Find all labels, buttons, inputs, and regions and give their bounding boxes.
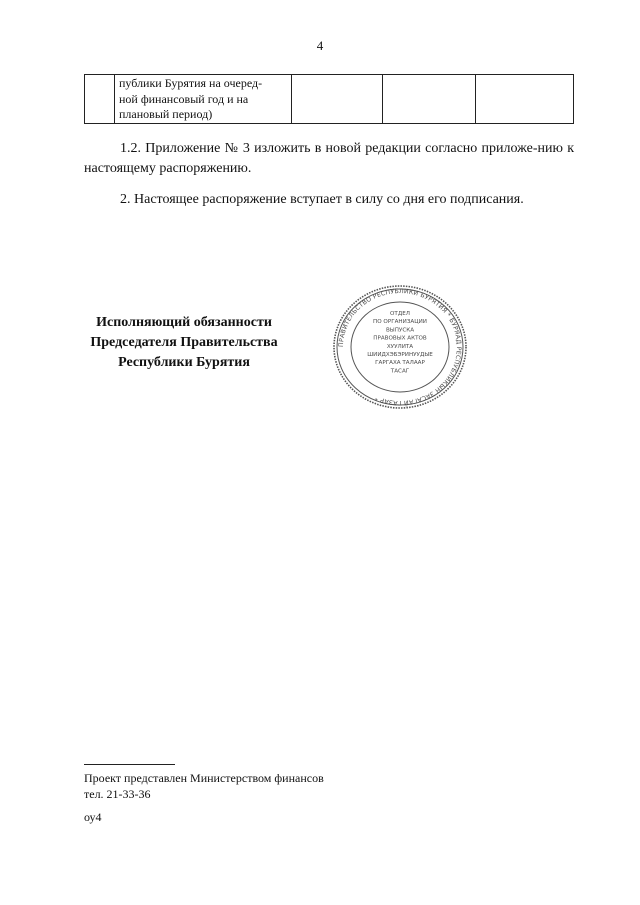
seal-center-line: ОТДЕЛ bbox=[390, 311, 410, 317]
seal-center-line: ГАРГАХА ТАЛААР bbox=[375, 360, 425, 367]
continuation-table bbox=[84, 74, 574, 124]
table-row bbox=[85, 75, 574, 124]
table-cell-line: плановый период) bbox=[119, 107, 213, 121]
table-cell-line: ной финансовый год и на bbox=[119, 92, 249, 106]
signatory-title-line: Председателя Правительства bbox=[90, 335, 278, 350]
paragraph-1-2: 1.2. Приложение № 3 изложить в новой редакции согласно приложе-нию к настоящему распоряжению. bbox=[84, 141, 574, 176]
seal-center-line: ТАСАГ bbox=[390, 368, 410, 375]
paragraph-2: 2. Настоящее распоряжение вступает в силу со дня его подписания. bbox=[120, 192, 524, 207]
seal-center-line: ХУУЛИТА bbox=[386, 343, 414, 350]
table-cell-empty bbox=[383, 75, 476, 124]
page-number: 4 bbox=[316, 38, 324, 53]
table-cell-number bbox=[85, 75, 115, 124]
footer-project-note: Проект представлен Министерством финансов bbox=[84, 771, 324, 785]
seal-center-text bbox=[367, 311, 433, 374]
table-cell-line: публики Бурятия на очеред- bbox=[119, 76, 263, 90]
seal-center-line: ПРАВОВЫХ АКТОВ bbox=[373, 335, 427, 342]
footer-phone: тел. 21-33-36 bbox=[84, 787, 151, 801]
seal-center-line: ПО ОРГАНИЗАЦИИ bbox=[373, 319, 427, 326]
seal-center-line: ШИИДХЭБЭРИНУУДЫЕ bbox=[367, 352, 433, 358]
footer-code: оу4 bbox=[84, 810, 102, 824]
footnote-rule bbox=[84, 764, 175, 765]
official-seal bbox=[332, 284, 468, 410]
seal-center-line: ВЫПУСКА bbox=[385, 327, 415, 334]
signatory-title-line: Республики Бурятия bbox=[118, 355, 250, 370]
signatory-title bbox=[84, 313, 284, 373]
table-cell-name bbox=[115, 75, 292, 124]
table-cell-empty bbox=[292, 75, 383, 124]
signatory-title-line: Исполняющий обязанности bbox=[96, 315, 272, 330]
seal-ring-text: ПРАВИТЕЛЬСТВО РЕСПУБЛИКИ БУРЯТИЯ * БУРЯАД РЕСПУБЛИКЫН ЗАСАГАЙ ГАЗАР * bbox=[337, 287, 463, 407]
table-cell-empty bbox=[476, 75, 574, 124]
